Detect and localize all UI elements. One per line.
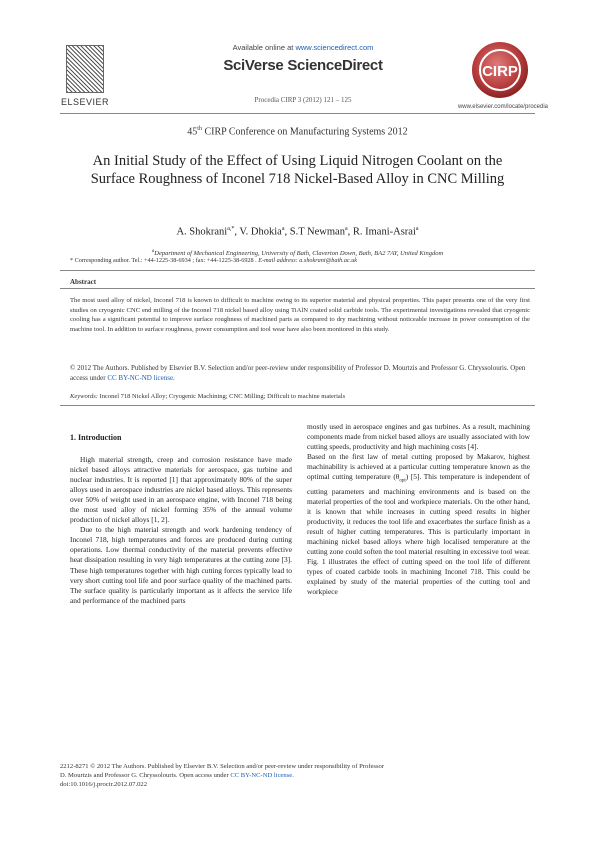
paragraph-start: Based on the first law of metal cutting proposed by Makarov, highest machinability is achieved at a particular cutting temperature known as the optimal cutting temperature ( <box>307 452 530 482</box>
abstract-heading-rule <box>60 288 535 289</box>
keywords <box>70 393 530 400</box>
conference-name <box>60 126 535 137</box>
sciencedirect-link[interactable]: www.sciencedirect.com <box>295 43 374 52</box>
elsevier-wordmark: ELSEVIER <box>60 97 110 107</box>
keywords-bottom-rule <box>60 405 535 406</box>
corresponding-contact: * Corresponding author. Tel.: +44-1225-38-6934 ; fax: +44-1225-38-6928 . <box>70 257 257 264</box>
corresponding-author <box>70 257 530 264</box>
copyright-end: . <box>173 373 175 382</box>
cirp-logo-text: CIRP <box>482 63 518 80</box>
footer-line-1: 2212-8271 © 2012 The Authors. Published by Elsevier B.V. Selection and/or peer-review under responsibility of Professor <box>60 763 385 770</box>
left-column <box>70 455 292 606</box>
body-paragraph <box>307 452 530 597</box>
footer-license-link[interactable]: CC BY-NC-ND license. <box>230 772 294 779</box>
keywords-text: Inconel 718 Nickel Alloy; Cryogenic Machining; CNC Milling; Difficult to machine materials <box>97 393 346 400</box>
conference-number: 45 <box>187 126 198 138</box>
author-name: A. Shokrani <box>176 226 228 238</box>
section-heading-introduction: 1. Introduction <box>70 433 122 442</box>
right-column <box>307 422 530 597</box>
license-link[interactable]: CC BY-NC-ND license <box>107 373 174 382</box>
author-name: R. Imani-Asrai <box>352 226 416 238</box>
copyright-text: © 2012 The Authors. Published by Elsevier B.V. Selection and/or peer-review under responsibility of Professor D. Mourtzis and Professor G. Chryssolouris. Open access under <box>70 364 526 382</box>
journal-header <box>60 40 548 110</box>
email-label: E-mail address <box>258 257 296 264</box>
conference-ordinal: th <box>197 126 202 132</box>
footer-line-2 <box>60 771 460 780</box>
abstract-heading: Abstract <box>70 278 97 286</box>
email-address[interactable]: : a.shokrani@bath.ac.uk <box>295 257 358 264</box>
available-online-line <box>188 43 418 52</box>
body-paragraph: mostly used in aerospace engines and gas turbines. As a result, machining components made from nickel based alloys are usually associated with low cutting speeds, productivity and high machining costs [4]. <box>307 422 530 452</box>
available-online-label: Available online at <box>232 43 296 52</box>
elsevier-logo <box>60 45 110 107</box>
author-name: S.T Newman <box>289 226 345 238</box>
conference-title: CIRP Conference on Manufacturing Systems 2012 <box>201 126 408 138</box>
author-list: A. Shokrani$^{a,*}$, V. Dhokia$^a$, S.T Newman$^a$, R. Imani-Asrai$^a$ <box>176 226 419 238</box>
cirp-logo <box>470 40 530 100</box>
body-paragraph: High material strength, creep and corrosion resistance have made nickel based alloys attractive materials for aerospace, gas turbine and nuclear industries. It is reported [1] that approximately 80% of the super alloys used in aerospace industries are nickel based alloys. This represents over 50% of weight used in an aerospace engine, with Inconel 718 being the most used alloy of nickel forming 35% of the annual volume production of nickel alloys [1, 2]. <box>70 455 292 525</box>
abstract-text: The most used alloy of nickel, Inconel 718 is known to difficult to machine owing to its superior material and physical properties. This paper presents one of the very first studies on cryogenic CNC end milling of the Inconel 718 nickel based alloy using TiAlN coated solid carbide tools. The experimental investigations revealed that cryogenic cooling has a significant potential to improve surface roughness of machined parts as compared to dry machining without noticeable increase in power consumption of the machine tool. In addition to surface roughness, power consumption and tool wear have also been monitored in this study. <box>70 297 530 333</box>
affiliation-text: Department of Mechanical Engineering, University of Bath, Claverton Down, Bath, BA2 7AY, United Kingdom <box>154 250 444 258</box>
keywords-label: Keywords: <box>70 393 98 400</box>
body-paragraph: Due to the high material strength and work hardening tendency of Inconel 718, high temperatures and forces are produced during cutting operations. Low thermal conductivity of the material prevents effective heat dissipation resulting in very high temperatures at the cutting zone [3]. These high temperatures together with high cutting forces typically lead to very short cutting tool life and poor surface quality of the machined parts. The surface quality is particularly important as it affects the service life and performance of the machined parts <box>70 525 292 605</box>
sciverse-logo: SciVerse ScienceDirect <box>223 57 383 74</box>
author-affil-mark: a <box>415 226 419 232</box>
header-rule <box>60 113 535 114</box>
author-affil-mark: a,* <box>227 226 235 232</box>
paragraph-end: ) [5]. This temperature is independent of cutting parameters and machining environments and is based on the material properties of the tool and workpiece materials. On the other hand, it is known that while increases in cutting speed results in higher productivity, it reduces the tool life and exacerbates the surface finish as a result of higher cutting temperatures. This is particularly important in machining nickel based alloys where high localised temperature at the cutting zone could soften the tool material resulting in excessive tool wear. Fig. 1 illustrates the effect of cutting speed on the tool life of different types of coated carbide tools in machining Inconel 718. This could be explained by study of the material properties of the cutting tool and workpiece <box>307 472 530 597</box>
abstract-top-rule <box>60 270 535 271</box>
affiliation-mark: a <box>151 249 155 254</box>
theta-symbol: θ <box>395 472 400 482</box>
paper-title: An Initial Study of the Effect of Using Liquid Nitrogen Coolant on the Surface Roughness of Inconel 718 Nickel-Based Alloy in CNC Milling <box>90 153 505 187</box>
doi[interactable]: doi:10.1016/j.procir.2012.07.022 <box>60 781 147 788</box>
footer-line-2-text: D. Mourtzis and Professor G. Chryssolouris. Open access under <box>60 772 231 779</box>
author-name: V. Dhokia <box>239 226 282 238</box>
affiliation <box>60 249 535 257</box>
page-footer <box>60 762 460 789</box>
elsevier-tree-icon <box>66 45 104 93</box>
journal-reference: Procedia CIRP 3 (2012) 121 – 125 <box>254 96 352 104</box>
theta-subscript: opt <box>399 478 406 484</box>
author-affil-mark: a <box>344 226 348 232</box>
copyright-notice <box>70 364 530 383</box>
procedia-url[interactable]: www.elsevier.com/locate/procedia <box>457 104 548 110</box>
author-affil-mark: a <box>281 226 285 232</box>
